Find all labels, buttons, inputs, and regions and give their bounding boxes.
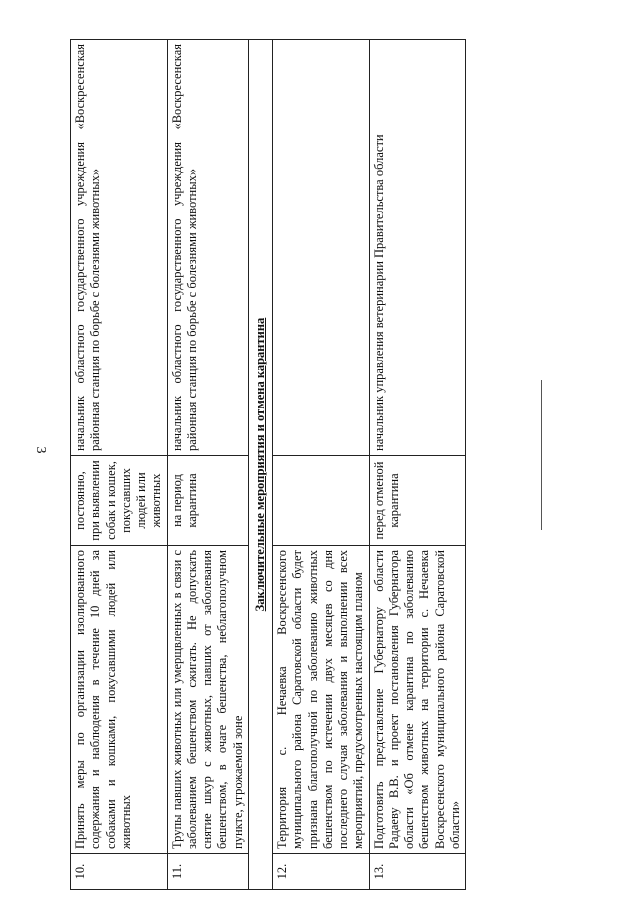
term-cell	[273, 456, 370, 546]
term-cell: перед отменой карантина	[369, 456, 466, 546]
responsible-cell	[273, 40, 370, 456]
row-number: 12.	[273, 854, 370, 890]
rotated-table-wrapper	[70, 40, 490, 890]
section-header-row	[248, 40, 272, 890]
responsible-cell: начальник областного государственного учреждения «Воскресенская районная станция по борьбе с болезнями животных»	[71, 40, 168, 456]
margin-line	[541, 380, 542, 530]
section-title: Заключительные мероприятия и отмена карантина	[248, 40, 272, 890]
row-number: 13.	[369, 854, 466, 890]
table-row	[369, 40, 466, 890]
measure-cell: Трупы павших животных или умерщвленных в связи с заболеванием бешенством сжигать. Не допускать снятие шкур с животных, павших от заболевания бешенством, в очаге бешенства, неблагополучном пункте, угрожаемой зоне	[167, 546, 248, 854]
term-cell: постоянно, при выявлении собак и кошек, покусавших людей или животных	[71, 456, 168, 546]
responsible-cell: начальник областного государственного учреждения «Воскресенская районная станция по борьбе с болезнями животных»	[167, 40, 248, 456]
page-number: 3	[33, 446, 48, 454]
term-cell: на период карантина	[167, 456, 248, 546]
table-row	[71, 40, 168, 890]
responsible-cell: начальник управления ветеринарии Правительства области	[369, 40, 466, 456]
measure-cell: Принять меры по организации изолированного содержания и наблюдения в течение 10 дней за собаками и кошками, покусавшими людей или животных	[71, 546, 168, 854]
plan-table	[70, 39, 466, 890]
measure-cell: Территория с. Нечаевка Воскресенского муниципального района Саратовской области будет признана благополучной по заболеванию животных бешенством по истечении двух месяцев со дня последнего случая заболевания и выполнении всех мероприятий, предусмотренных настоящим планом	[273, 546, 370, 854]
row-number: 10.	[71, 854, 168, 890]
row-number: 11.	[167, 854, 248, 890]
table-row	[167, 40, 248, 890]
measure-cell: Подготовить представление Губернатору области Радаеву В.В. и проект постановления Губернатора области «Об отмене карантина по заболеванию бешенством животных на территории с. Нечаевка Воскресенского муниципального района Саратовской области»	[369, 546, 466, 854]
table-row	[273, 40, 370, 890]
